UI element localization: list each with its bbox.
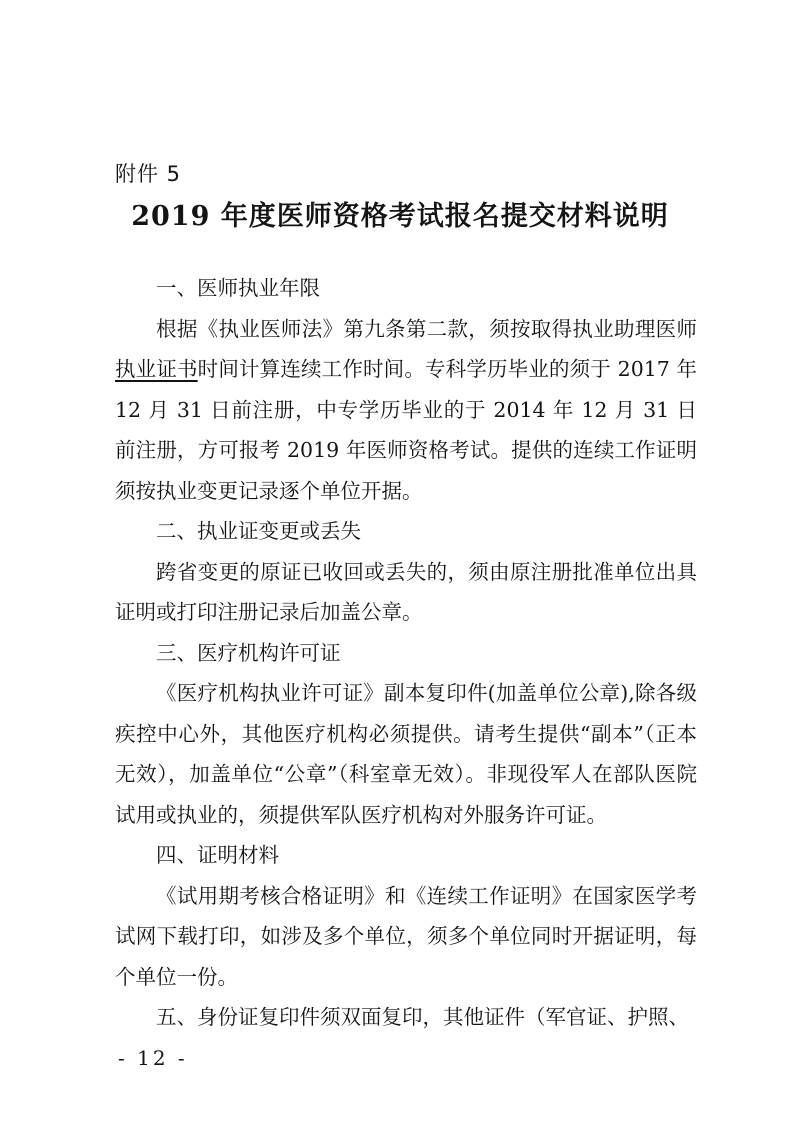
section-1-paragraph bbox=[115, 309, 697, 512]
section-4-heading: 四、证明材料 bbox=[156, 843, 279, 867]
document-title: 2019 年度医师资格考试报名提交材料说明 bbox=[131, 201, 669, 232]
section-5-paragraph: 五、身份证复印件须双面复印，其他证件（军官证、护照、 bbox=[156, 1005, 689, 1029]
section-2-heading: 二、执业证变更或丢失 bbox=[156, 519, 361, 543]
underlined-term: 执业证书 bbox=[115, 357, 198, 381]
section-1-text-end: 时间计算连续工作时间。专科学历毕业的须于 2017 年 12 月 31 日前注册，中专学历毕业的于 2014 年 12 月 31 日前注册，方可报考 2019 年医师资格考试。提供的连续工作证明须按执业变更记录逐个单位开据。 bbox=[115, 357, 698, 503]
section-4-paragraph: 《试用期考核合格证明》和《连续工作证明》在国家医学考试网下载打印，如涉及多个单位，须多个单位同时开据证明，每个单位一份。 bbox=[115, 883, 697, 989]
section-3-heading: 三、医疗机构许可证 bbox=[156, 640, 341, 665]
section-1-text-start: 根据《执业医师法》第九条第二款，须按取得执业助理医师 bbox=[156, 316, 697, 341]
section-2-paragraph: 跨省变更的原证已收回或丢失的，须由原注册批准单位出具证明或打印注册记录后加盖公章。 bbox=[115, 559, 697, 624]
section-1-heading: 一、医师执业年限 bbox=[156, 276, 320, 300]
document-body bbox=[115, 268, 697, 1038]
attachment-label: 附件 5 bbox=[115, 162, 182, 186]
page-number: - 12 - bbox=[118, 1046, 188, 1070]
section-3-paragraph: 《医疗机构执业许可证》副本复印件(加盖单位公章),除各级疾控中心外，其他医疗机构必须提供。请考生提供“副本”（正本无效），加盖单位“公章”（科室章无效）。非现役军人在部队医院试用或执业的，须提供军队医疗机构对外服务许可证。 bbox=[115, 681, 697, 827]
